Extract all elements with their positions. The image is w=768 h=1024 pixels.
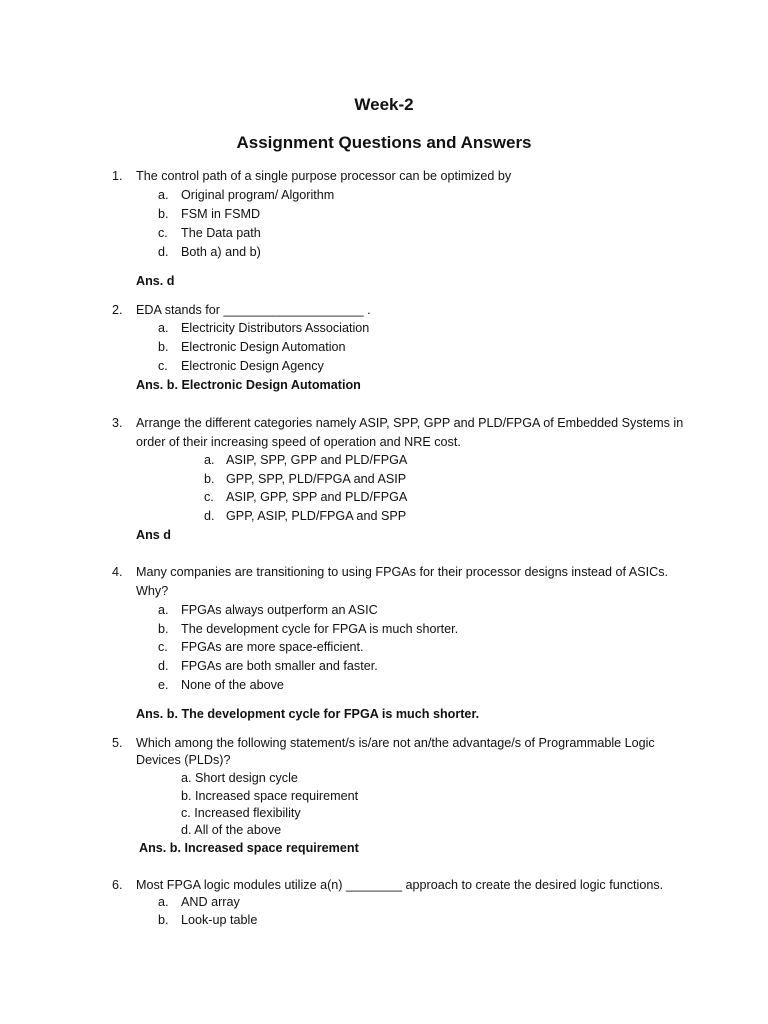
option-text: Electronic Design Agency — [181, 359, 324, 373]
option-label: e. — [158, 678, 169, 692]
answer-text: Ans. b. Electronic Design Automation — [136, 378, 361, 392]
option-label: d. — [158, 659, 169, 673]
option-text: d. All of the above — [181, 823, 282, 837]
option-label: c. — [204, 490, 214, 504]
option-label: b. — [158, 913, 169, 927]
option-label: b. — [158, 622, 169, 636]
option-label: b. — [204, 472, 215, 486]
option-label: c. — [158, 359, 168, 373]
option-label: a. — [158, 188, 169, 202]
question-number: 4. — [112, 565, 123, 579]
option-label: d. — [158, 245, 169, 259]
option-text: Electricity Distributors Association — [181, 321, 370, 335]
question-number: 3. — [112, 416, 123, 430]
option-text: FPGAs are both smaller and faster. — [181, 659, 378, 673]
question-text: Most FPGA logic modules utilize a(n) ________ approach to create the desired logic functions. — [136, 878, 664, 892]
option-text: ASIP, SPP, GPP and PLD/FPGA — [226, 453, 408, 467]
option-text: Electronic Design Automation — [181, 340, 346, 354]
option-label: b. — [158, 207, 169, 221]
question-text: Many companies are transitioning to using FPGAs for their processor designs instead of ASICs. — [136, 565, 668, 579]
option-text: b. Increased space requirement — [181, 789, 359, 803]
question-number: 1. — [112, 169, 123, 183]
question-text: Devices (PLDs)? — [136, 753, 231, 767]
option-label: b. — [158, 340, 169, 354]
option-text: FPGAs always outperform an ASIC — [181, 603, 378, 617]
option-label: a. — [204, 453, 215, 467]
option-label: a. — [158, 603, 169, 617]
option-label: d. — [204, 509, 215, 523]
option-label: c. — [158, 226, 168, 240]
question-text: Which among the following statement/s is/are not an/the advantage/s of Programmable Logic — [136, 736, 655, 750]
option-text: GPP, SPP, PLD/FPGA and ASIP — [226, 472, 407, 486]
option-label: c. — [158, 640, 168, 654]
page-week-heading: Week-2 — [354, 95, 414, 114]
option-text: None of the above — [181, 678, 284, 692]
question-text: order of their increasing speed of operation and NRE cost. — [136, 435, 461, 449]
option-text: AND array — [181, 895, 240, 909]
option-text: The Data path — [181, 226, 261, 240]
question-number: 2. — [112, 303, 123, 317]
option-text: FSM in FSMD — [181, 207, 261, 221]
question-number: 6. — [112, 878, 123, 892]
question-text: Arrange the different categories namely ASIP, SPP, GPP and PLD/FPGA of Embedded Systems in — [136, 416, 684, 430]
question-text: EDA stands for ____________________ . — [136, 303, 371, 317]
option-text: Original program/ Algorithm — [181, 188, 335, 202]
option-text: The development cycle for FPGA is much shorter. — [181, 622, 459, 636]
option-text: Both a) and b) — [181, 245, 261, 259]
option-label: a. — [158, 321, 169, 335]
option-text: FPGAs are more space-efficient. — [181, 640, 364, 654]
question-text: Why? — [136, 584, 169, 598]
option-text: GPP, ASIP, PLD/FPGA and SPP — [226, 509, 407, 523]
answer-text: Ans. b. The development cycle for FPGA is much shorter. — [136, 707, 480, 721]
question-text: The control path of a single purpose processor can be optimized by — [136, 169, 512, 183]
option-label: a. — [158, 895, 169, 909]
answer-text: Ans. d — [136, 274, 175, 288]
option-text: c. Increased flexibility — [181, 806, 301, 820]
question-number: 5. — [112, 736, 123, 750]
option-text: a. Short design cycle — [181, 771, 298, 785]
page-title: Assignment Questions and Answers — [236, 133, 532, 152]
option-text: Look-up table — [181, 913, 258, 927]
answer-text: Ans d — [136, 528, 171, 542]
answer-text: Ans. b. Increased space requirement — [139, 841, 359, 855]
option-text: ASIP, GPP, SPP and PLD/FPGA — [226, 490, 408, 504]
